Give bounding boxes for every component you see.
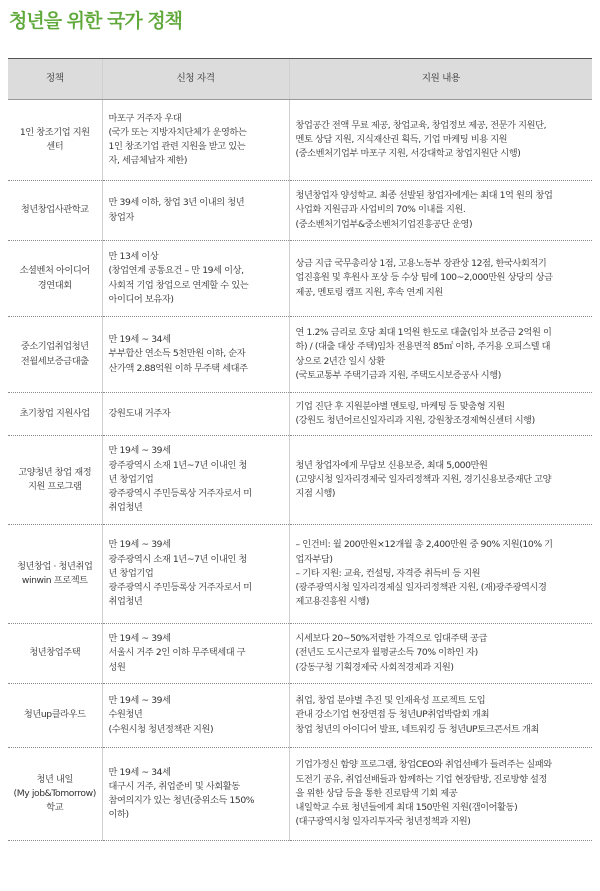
policy-table <box>8 58 592 841</box>
cell-line: 성원 <box>108 661 126 673</box>
cell-line: 창업자 <box>108 211 134 223</box>
cell-line: 취업청년 <box>108 502 143 514</box>
cell-line: (창업연계 공통요건 – 만 19세 이상, <box>108 265 244 277</box>
table-row <box>8 393 592 436</box>
table-row <box>8 317 592 393</box>
cell-line: 업진흥원 및 후원사 포상 등 수상 팀에 100~2,000만원 상당의 상금 <box>295 272 553 284</box>
cell-line: 광주광역시 주민등록상 거주자로서 미 <box>108 582 252 594</box>
cell-line: 수원청년 <box>108 709 143 721</box>
cell-line: 만 19세 ~ 39세 <box>108 445 171 457</box>
cell-line: 멘토 상담 지원, 지식재산권 획득, 기업 마케팅 비용 지원 <box>295 133 508 145</box>
cell-line: (광주광역시청 일자리경제실 일자리정책관 지원, (재)광주광역시경 <box>295 582 547 594</box>
cell-line: 만 19세 ~ 39세 <box>108 539 171 551</box>
policy-name-cell <box>8 241 102 317</box>
cell-line: 연 1.2% 금리로 호당 최대 1억원 한도로 대출(임차 보증금 2억원 이 <box>295 327 552 339</box>
cell-line: 지원 프로그램 <box>28 481 82 492</box>
header-eligibility: 신청 자격 <box>102 59 289 100</box>
content-cell <box>289 525 592 624</box>
table-row <box>8 525 592 624</box>
cell-line: 사회적 기업 창업으로 연계할 수 있는 <box>108 279 249 291</box>
cell-line: winwin 프로젝트 <box>21 575 88 586</box>
cell-line: 산가액 2.88억원 이하 무주택 세대주 <box>108 362 248 374</box>
eligibility-cell <box>102 525 289 624</box>
cell-line: (강동구청 기획경제국 사회적경제과 지원) <box>295 661 454 673</box>
table-row <box>8 624 592 684</box>
cell-line: 만 19세 ~ 39세 <box>108 633 171 645</box>
policy-name-cell <box>8 317 102 393</box>
cell-line: 부부합산 연소득 5천만원 이하, 순자 <box>108 348 246 360</box>
cell-line: 청년창업자 양성학교. 최종 선발된 창업자에게는 최대 1억 원의 창업 <box>295 190 553 202</box>
cell-line: 만 39세 이하, 창업 3년 이내의 청년 <box>108 197 245 209</box>
cell-line: 중소기업취업청년 <box>20 341 89 353</box>
header-policy: 정책 <box>8 59 102 100</box>
cell-line: 만 13세 이상 <box>108 251 159 263</box>
cell-line: 청년창업 · 청년취업 <box>17 560 93 572</box>
cell-line: 제공, 멘토링 캠프 지원, 후속 연계 지원 <box>295 286 443 298</box>
cell-line: 초기창업 지원사업 <box>19 407 90 419</box>
cell-line: 청년창업주택 <box>29 647 81 659</box>
cell-line: 청년up클라우드 <box>23 709 86 721</box>
content-cell <box>289 241 592 317</box>
eligibility-cell <box>102 748 289 841</box>
cell-line: 만 19세 ~ 34세 <box>108 334 171 346</box>
content-cell <box>289 748 592 841</box>
cell-line: 을 위한 상담 등을 통한 진로탐색 기회 제공 <box>295 787 458 799</box>
cell-line: 년 창업기업 <box>108 567 154 579</box>
cell-line: 광주광역시 주민등록상 거주자로서 미 <box>108 488 252 500</box>
cell-line: 창업 청년의 아이디어 발표, 네트워킹 등 청년UP토크콘서트 개최 <box>295 723 540 735</box>
cell-line: 아이디어 보유자) <box>108 293 174 305</box>
content-cell <box>289 624 592 684</box>
content-cell <box>289 684 592 748</box>
cell-line: 시세보다 20~50%저렴한 가격으로 임대주택 공급 <box>295 633 488 645</box>
policy-name-cell <box>8 748 102 841</box>
cell-line: 광주광역시 소재 1년~7년 이내인 청 <box>108 553 247 565</box>
header-content: 지원 내용 <box>289 59 592 100</box>
cell-line: (고양시청 일자리경제국 일자리정책과 지원, 경기신용보증재단 고양 <box>295 473 552 485</box>
cell-line: 도전기 공유, 취업선배들과 함께하는 기업 현장탐방, 진로방향 설정 <box>295 773 548 785</box>
content-cell <box>289 181 592 241</box>
cell-line: 참여의지가 있는 청년(중위소득 150% <box>108 795 255 806</box>
cell-line: 광주광역시 소재 1년~7년 이내인 청 <box>108 459 247 471</box>
cell-line: 경연대회 <box>37 279 72 291</box>
cell-line: (전년도 도시근로자 월평균소득 70% 이하인 자) <box>295 647 478 659</box>
policy-name-cell <box>8 436 102 525</box>
cell-line: 만 19세 ~ 34세 <box>108 766 171 778</box>
cell-line: (수원시청 청년정책관 지원) <box>108 723 214 735</box>
cell-line: 1인 창조기업 관련 지원을 받고 있는 <box>108 141 246 152</box>
eligibility-cell <box>102 100 289 181</box>
cell-line: 강원도내 거주자 <box>108 407 171 419</box>
cell-line: (중소벤처기업부 마포구 지원, 서강대학교 창업지원단 시행) <box>295 148 521 160</box>
cell-line: 기업 진단 후 지원분야별 멘토링, 마케팅 등 맞춤형 지원 <box>295 400 505 412</box>
cell-line: 이하) <box>108 809 129 821</box>
cell-line: – 인건비: 월 200만원×12개월 총 2,400만원 중 90% 지원(10% 기 <box>295 539 553 551</box>
cell-line: 하) / (대출 대상 주택)임차 전용면적 85㎡ 이하, 주거용 오피스텔 대 <box>295 341 551 353</box>
table-row <box>8 181 592 241</box>
cell-line: 업자부담) <box>295 553 333 565</box>
cell-line: 상금 지급 국무총리상 1점, 고용노동부 장관상 12점, 한국사회적기 <box>295 258 547 270</box>
cell-line: (국토교통부 주택기금과 지원, 주택도시보증공사 시행) <box>295 369 501 381</box>
content-cell <box>289 436 592 525</box>
eligibility-cell <box>102 181 289 241</box>
content-cell <box>289 393 592 436</box>
policy-name-cell <box>8 525 102 624</box>
cell-line: 서울시 거주 2인 이하 무주택세대 구 <box>108 647 246 659</box>
table-row <box>8 436 592 525</box>
cell-line: 취업청년 <box>108 596 143 608</box>
cell-line: (대구광역시청 일자리투자국 청년정책과 지원) <box>295 816 471 828</box>
table-row <box>8 241 592 317</box>
cell-line: 내일학교 수료 청년들에게 최대 150만원 지원(갭이어활동) <box>295 802 518 814</box>
cell-line: 고양청년 창업 재정 <box>18 466 92 478</box>
cell-line: 년 창업기업 <box>108 473 154 485</box>
cell-line: 만 19세 ~ 39세 <box>108 695 171 707</box>
cell-line: 전월세보증금대출 <box>20 355 89 367</box>
cell-line: 상으로 2년간 일시 상환 <box>295 355 385 367</box>
cell-line: 자, 세금체납자 제한) <box>108 155 188 167</box>
table-row <box>8 100 592 181</box>
content-cell <box>289 100 592 181</box>
cell-line: 센터 <box>46 141 64 152</box>
cell-line: (중소벤처기업부&중소벤처기업진흥공단 운영) <box>295 218 473 230</box>
cell-line: 제고용진흥원 시행) <box>295 596 370 608</box>
policy-name-cell <box>8 624 102 684</box>
eligibility-cell <box>102 393 289 436</box>
cell-line: 청년 창업자에게 무담보 신용보증, 최대 5,000만원 <box>295 459 488 471</box>
table-header-row <box>8 59 592 100</box>
content-cell <box>289 317 592 393</box>
cell-line: 사업화 지원금과 사업비의 70% 이내를 지원. <box>295 204 466 216</box>
cell-line: 청년창업사관학교 <box>20 204 89 216</box>
cell-line: 지점 시행) <box>295 488 336 500</box>
eligibility-cell <box>102 436 289 525</box>
cell-line: (강원도 청년어르신일자리과 지원, 강원창조경제혁신센터 시행) <box>295 415 535 426</box>
cell-line: 1인 창조기업 지원 <box>19 126 90 138</box>
cell-line: 청년 내일 <box>36 773 73 785</box>
policy-table-body <box>8 100 592 841</box>
eligibility-cell <box>102 624 289 684</box>
cell-line: – 기타 지원: 교육, 컨설팅, 자격증 취득비 등 지원 <box>295 567 481 579</box>
policy-name-cell <box>8 393 102 436</box>
eligibility-cell <box>102 241 289 317</box>
policy-name-cell <box>8 100 102 181</box>
cell-line: 관내 강소기업 현장면접 등 청년UP취업박람회 개최 <box>295 709 490 721</box>
page-title: 청년을 위한 국가 정책 <box>9 10 183 32</box>
cell-line: 마포구 거주자 우대 <box>108 112 182 124</box>
policy-name-cell <box>8 684 102 748</box>
cell-line: 소셜벤처 아이디어 <box>19 265 90 277</box>
cell-line: 대구시 거주, 취업준비 및 사회활동 <box>108 780 240 792</box>
table-row <box>8 684 592 748</box>
cell-line: (My job&Tomorrow) <box>13 787 96 799</box>
eligibility-cell <box>102 684 289 748</box>
cell-line: 학교 <box>46 802 64 814</box>
cell-line: 취업, 창업 분야별 추진 및 인재육성 프로젝트 도입 <box>295 695 486 707</box>
cell-line: (국가 또는 지방자치단체가 운영하는 <box>108 126 247 138</box>
table-row <box>8 748 592 841</box>
policy-name-cell <box>8 181 102 241</box>
cell-line: 기업가정신 함양 프로그램, 창업CEO와 취업선배가 들려주는 실패와 <box>295 759 552 771</box>
cell-line: 창업공간 전액 무료 제공, 창업교육, 창업정보 제공, 전문가 지원단, <box>295 119 547 131</box>
eligibility-cell <box>102 317 289 393</box>
